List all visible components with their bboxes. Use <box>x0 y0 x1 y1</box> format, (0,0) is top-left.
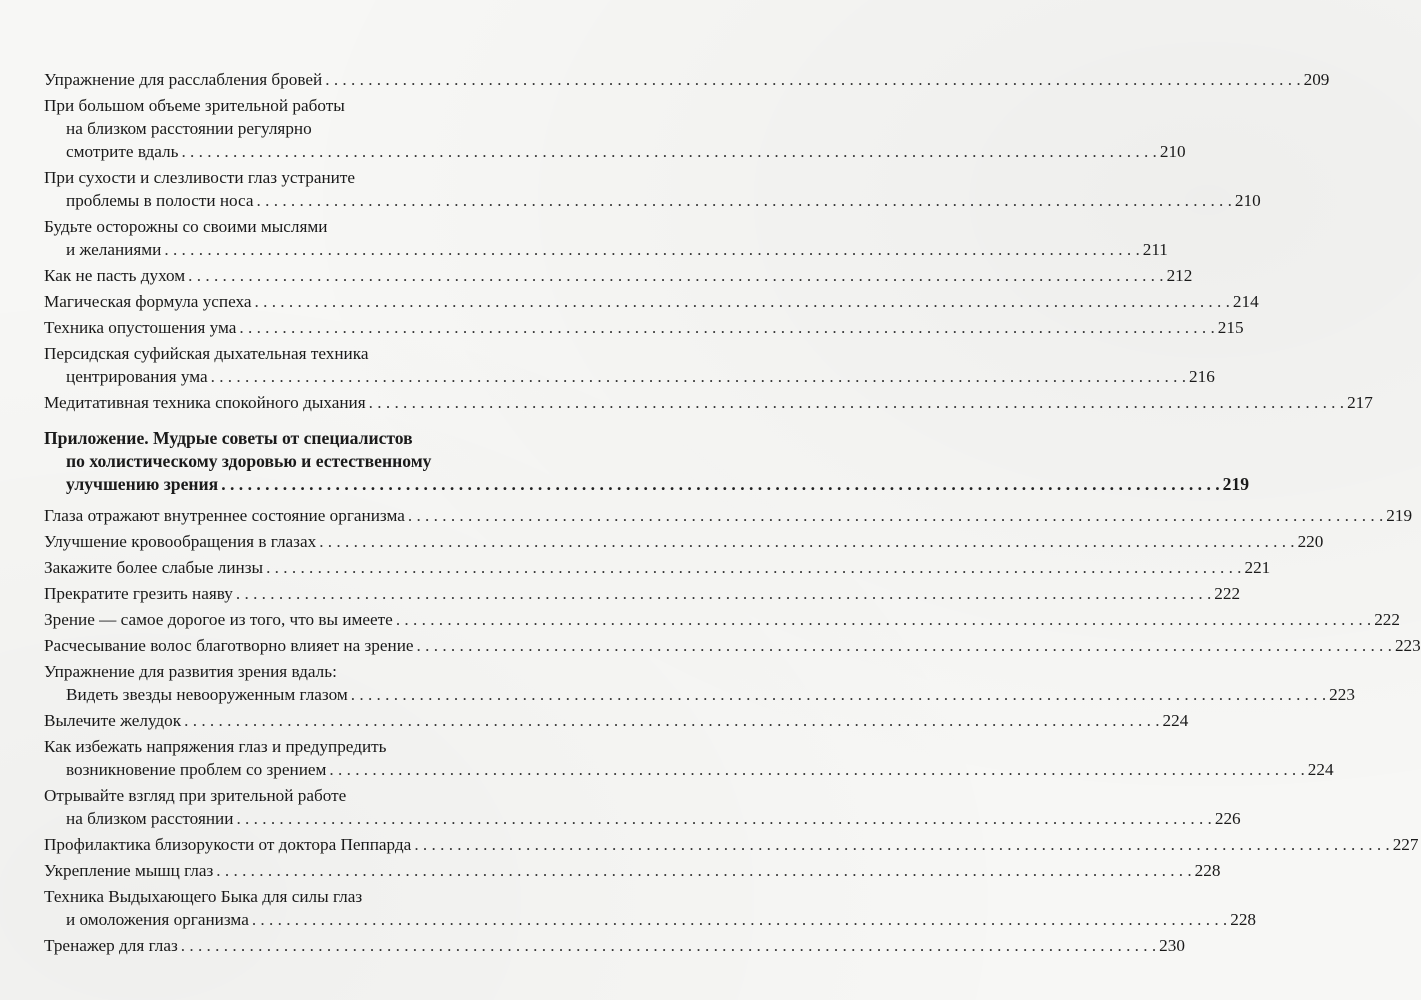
dot-leader <box>221 474 1219 494</box>
section-heading-text: Приложение. Мудрые советы от специалистов <box>44 428 413 448</box>
toc-entry-title: Медитативная техника спокойного дыхания <box>44 393 366 412</box>
toc-entry <box>44 608 1400 631</box>
toc-entry-last-line <box>44 530 1324 553</box>
toc-entry-title: Упражнение для развития зрения вдаль: <box>44 662 337 681</box>
dot-leader <box>181 936 1156 955</box>
toc-page-number: 209 <box>1303 70 1330 89</box>
toc-entry <box>44 342 1215 388</box>
toc-entry-title: Видеть звезды невооруженным глазом <box>66 685 348 704</box>
toc-entry <box>44 735 1334 781</box>
toc-entry-last-line <box>44 189 1261 212</box>
toc-page-number: 212 <box>1166 266 1193 285</box>
toc-entry <box>44 504 1413 527</box>
toc-entry-last-line <box>44 934 1185 957</box>
toc-page-number: 228 <box>1230 910 1256 929</box>
toc-entry <box>44 316 1244 339</box>
toc-entry-line <box>44 784 510 807</box>
toc-entry-last-line <box>44 504 1413 527</box>
toc-entry-title: Прекратите грезить наяву <box>44 584 233 603</box>
toc-entry <box>44 784 1241 830</box>
toc-entry-title: Улучшение кровообращения в глазах <box>44 532 317 551</box>
toc-page-number: 226 <box>1214 809 1241 828</box>
toc-entry <box>44 859 1221 882</box>
dot-leader <box>351 685 1326 704</box>
toc-entry-line <box>44 117 510 140</box>
dot-leader <box>257 191 1232 210</box>
toc-page-number: 215 <box>1217 318 1244 337</box>
toc-entry-last-line <box>44 758 1334 781</box>
dot-leader <box>369 393 1344 412</box>
toc-entry-title: центрирования ума <box>66 367 208 386</box>
toc-entry-title: на близком расстоянии <box>66 809 234 828</box>
toc-entry <box>44 885 1256 931</box>
dot-leader <box>266 558 1241 577</box>
toc-entry-title: Вылечите желудок <box>44 711 182 730</box>
dot-leader <box>252 910 1227 929</box>
dot-leader <box>188 266 1163 285</box>
toc-page-number: 228 <box>1194 861 1221 880</box>
toc-entry-title: Закажите более слабые линзы <box>44 558 264 577</box>
toc-entry-title: и желаниями <box>66 240 162 259</box>
toc-page-number: 223 <box>1329 685 1355 704</box>
toc-page-number: 214 <box>1232 292 1259 311</box>
toc-entry-title: Укрепление мышц глаз <box>44 861 214 880</box>
toc-entry <box>44 530 1324 553</box>
toc-entry-last-line <box>44 238 1168 261</box>
toc-entry <box>44 934 1185 957</box>
dot-leader <box>216 861 1191 880</box>
toc-entry <box>44 290 1259 313</box>
dot-leader <box>164 240 1139 259</box>
toc-entry-last-line <box>44 608 1400 631</box>
toc-entry <box>44 556 1271 579</box>
toc-page-number: 211 <box>1142 240 1168 259</box>
section-heading-line <box>44 427 510 450</box>
toc-entry <box>44 709 1189 732</box>
toc-page-number: 216 <box>1189 367 1215 386</box>
toc-entry-title: на близком расстоянии регулярно <box>66 119 312 138</box>
dot-leader <box>408 506 1383 525</box>
toc-entry-last-line <box>44 290 1259 313</box>
toc-entry-title: проблемы в полости носа <box>66 191 254 210</box>
toc-entry <box>44 166 1261 212</box>
toc-entry-title: Глаза отражают внутреннее состояние организма <box>44 506 405 525</box>
toc-entries-after <box>44 504 1421 957</box>
toc-entry-title: При большом объеме зрительной работы <box>44 96 345 115</box>
toc-entry-line <box>44 94 510 117</box>
toc-page-number: 224 <box>1162 711 1189 730</box>
toc-entry <box>44 634 1421 657</box>
toc-entry-title: и омоложения организма <box>66 910 249 929</box>
toc-entry-title: Будьте осторожны со своими мыслями <box>44 217 328 236</box>
toc-entry <box>44 660 1355 706</box>
toc-entry-title: Зрение — самое дорогое из того, что вы имеете <box>44 610 393 629</box>
toc-entry-last-line <box>44 634 1421 657</box>
toc-entry-last-line <box>44 316 1244 339</box>
toc-entry-line <box>44 215 510 238</box>
dot-leader <box>417 636 1392 655</box>
dot-leader <box>239 318 1214 337</box>
toc-page-number: 219 <box>1222 474 1250 494</box>
toc-page-number: 220 <box>1297 532 1324 551</box>
toc-entry-title: Тренажер для глаз <box>44 936 178 955</box>
toc-page-number: 223 <box>1394 636 1421 655</box>
toc-page-number: 210 <box>1159 142 1186 161</box>
toc-page-number: 219 <box>1386 506 1413 525</box>
dot-leader <box>236 809 1211 828</box>
toc-entry-title: Техника Выдыхающего Быка для силы глаз <box>44 887 363 906</box>
toc-entry-last-line <box>44 859 1221 882</box>
toc-entry-last-line <box>44 709 1189 732</box>
section-heading-line <box>44 473 1250 496</box>
toc-entry-title: Профилактика близорукости от доктора Пеппарда <box>44 835 412 854</box>
toc-page-number: 222 <box>1374 610 1400 629</box>
section-heading-line <box>44 450 510 473</box>
section-heading-text: по холистическому здоровью и естественному <box>66 451 432 471</box>
toc-page-number: 230 <box>1159 936 1185 955</box>
toc-entry-last-line <box>44 365 1215 388</box>
toc-entry-last-line <box>44 68 1330 91</box>
toc-entry-last-line <box>44 140 1186 163</box>
toc-entries-before <box>44 68 1373 414</box>
toc-entry-last-line <box>44 556 1271 579</box>
dot-leader <box>396 610 1371 629</box>
dot-leader <box>184 711 1159 730</box>
toc-entry <box>44 833 1419 856</box>
toc-entry-title: Персидская суфийская дыхательная техника <box>44 344 369 363</box>
toc-entry-line <box>44 885 510 908</box>
toc-entry-last-line <box>44 833 1419 856</box>
toc-entry-line <box>44 166 510 189</box>
toc-page-number: 224 <box>1307 760 1334 779</box>
toc-page-number: 222 <box>1214 584 1241 603</box>
dot-leader <box>325 70 1300 89</box>
toc-entry <box>44 582 1241 605</box>
toc-section-heading <box>44 427 1250 496</box>
toc-page-number: 210 <box>1234 191 1261 210</box>
table-of-contents <box>44 68 1421 960</box>
toc-entry-last-line <box>44 908 1256 931</box>
toc-entry-title: Магическая формула успеха <box>44 292 252 311</box>
toc-entry <box>44 215 1168 261</box>
toc-entry-line <box>44 735 510 758</box>
toc-entry-line <box>44 342 510 365</box>
toc-entry-title: смотрите вдаль <box>66 142 179 161</box>
dot-leader <box>236 584 1211 603</box>
dot-leader <box>181 142 1156 161</box>
toc-entry-last-line <box>44 582 1241 605</box>
toc-entry-title: Техника опустошения ума <box>44 318 237 337</box>
toc-entry-title: Упражнение для расслабления бровей <box>44 70 323 89</box>
dot-leader <box>211 367 1186 386</box>
toc-entry-title: Как не пасть духом <box>44 266 186 285</box>
toc-entry-title: Расчесывание волос благотворно влияет на зрение <box>44 636 414 655</box>
toc-page-number: 217 <box>1347 393 1373 412</box>
toc-entry-title: Отрывайте взгляд при зрительной работе <box>44 786 347 805</box>
toc-entry <box>44 391 1373 414</box>
dot-leader <box>255 292 1230 311</box>
toc-entry <box>44 264 1193 287</box>
dot-leader <box>329 760 1304 779</box>
toc-entry-title: возникновение проблем со зрением <box>66 760 327 779</box>
section-heading-text: улучшению зрения <box>66 474 219 494</box>
dot-leader <box>414 835 1389 854</box>
toc-page-number: 221 <box>1244 558 1271 577</box>
toc-page-number: 227 <box>1392 835 1419 854</box>
toc-entry-line <box>44 660 510 683</box>
toc-entry-last-line <box>44 264 1193 287</box>
toc-entry-title: При сухости и слезливости глаз устраните <box>44 168 356 187</box>
toc-entry-title: Как избежать напряжения глаз и предупредить <box>44 737 387 756</box>
toc-entry <box>44 68 1330 91</box>
toc-entry-last-line <box>44 391 1373 414</box>
toc-entry <box>44 94 1186 163</box>
toc-entry-last-line <box>44 807 1241 830</box>
dot-leader <box>319 532 1294 551</box>
toc-entry-last-line <box>44 683 1355 706</box>
